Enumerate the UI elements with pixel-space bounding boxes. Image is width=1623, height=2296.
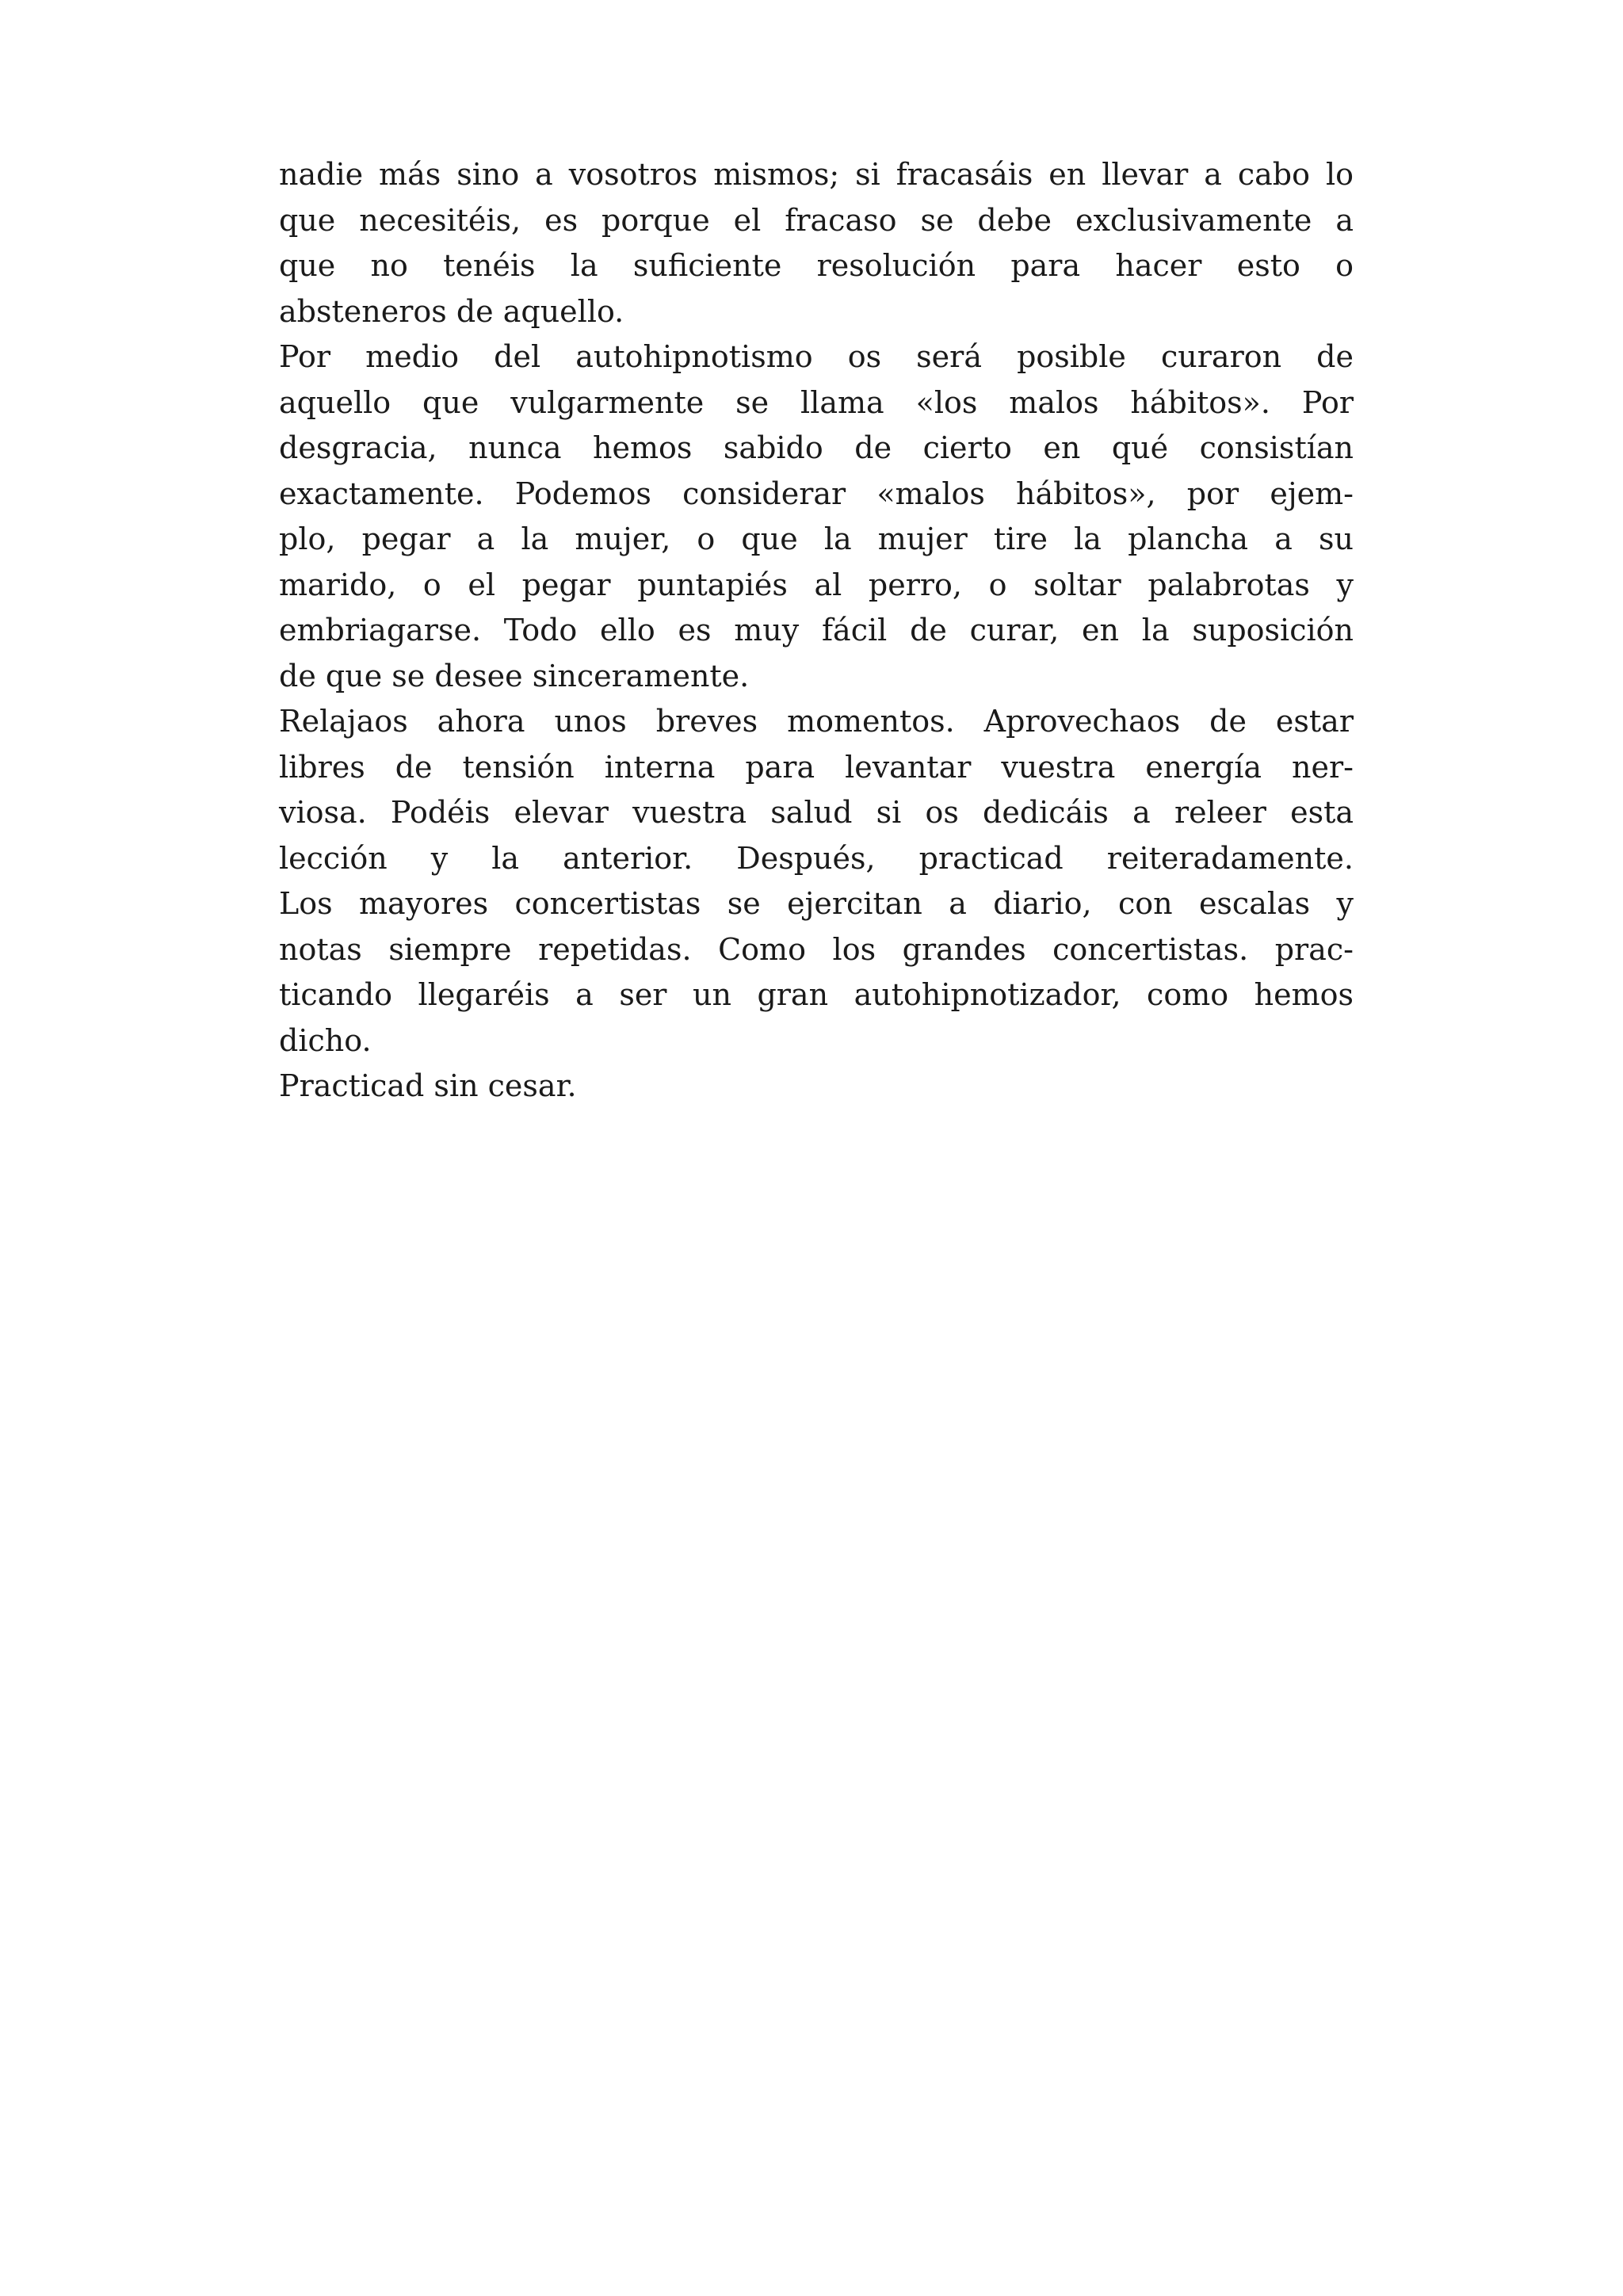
paragraph-2 xyxy=(279,334,1354,699)
text-line: Practicad sin cesar. xyxy=(279,1068,577,1103)
paragraph-4 xyxy=(279,1064,1354,1110)
text-line: exactamente. Podemos considerar «malos hábitos», por ejem- xyxy=(279,476,1354,511)
text-line: desgracia, nunca hemos sabido de cierto en qué consistían xyxy=(279,430,1354,465)
text-line: dicho. xyxy=(279,1022,372,1058)
paragraph-1 xyxy=(279,152,1354,334)
text-line: Relajaos ahora unos breves momentos. Aprovechaos de estar xyxy=(279,704,1354,739)
text-line: que no tenéis la suficiente resolución para hacer esto o xyxy=(279,248,1354,283)
body-text xyxy=(279,152,1354,1110)
text-line: nadie más sino a vosotros mismos; si fracasáis en llevar a cabo lo xyxy=(279,157,1354,192)
text-line: de que se desee sinceramente. xyxy=(279,658,750,693)
text-line: marido, o el pegar puntapiés al perro, o soltar palabrotas y xyxy=(279,567,1354,602)
text-line: viosa. Podéis elevar vuestra salud si os dedicáis a releer esta xyxy=(279,795,1354,830)
text-line: Por medio del autohipnotismo os será posible curaron de xyxy=(279,339,1354,374)
text-line: notas siempre repetidas. Como los grandes concertistas. prac- xyxy=(279,931,1354,967)
text-line: ticando llegaréis a ser un gran autohipnotizador, como hemos xyxy=(279,977,1354,1012)
text-line: libres de tensión interna para levantar vuestra energía ner- xyxy=(279,749,1354,785)
text-line: lección y la anterior. Después, practicad reiteradamente. xyxy=(279,840,1354,876)
text-line: que necesitéis, es porque el fracaso se debe exclusivamente a xyxy=(279,202,1354,238)
paragraph-3 xyxy=(279,699,1354,1064)
text-line: plo, pegar a la mujer, o que la mujer tire la plancha a su xyxy=(279,521,1354,556)
text-line: embriagarse. Todo ello es muy fácil de curar, en la suposición xyxy=(279,613,1354,648)
text-line: aquello que vulgarmente se llama «los malos hábitos». Por xyxy=(279,384,1354,420)
text-line: Los mayores concertistas se ejercitan a diario, con escalas y xyxy=(279,886,1354,921)
text-line: absteneros de aquello. xyxy=(279,293,624,329)
